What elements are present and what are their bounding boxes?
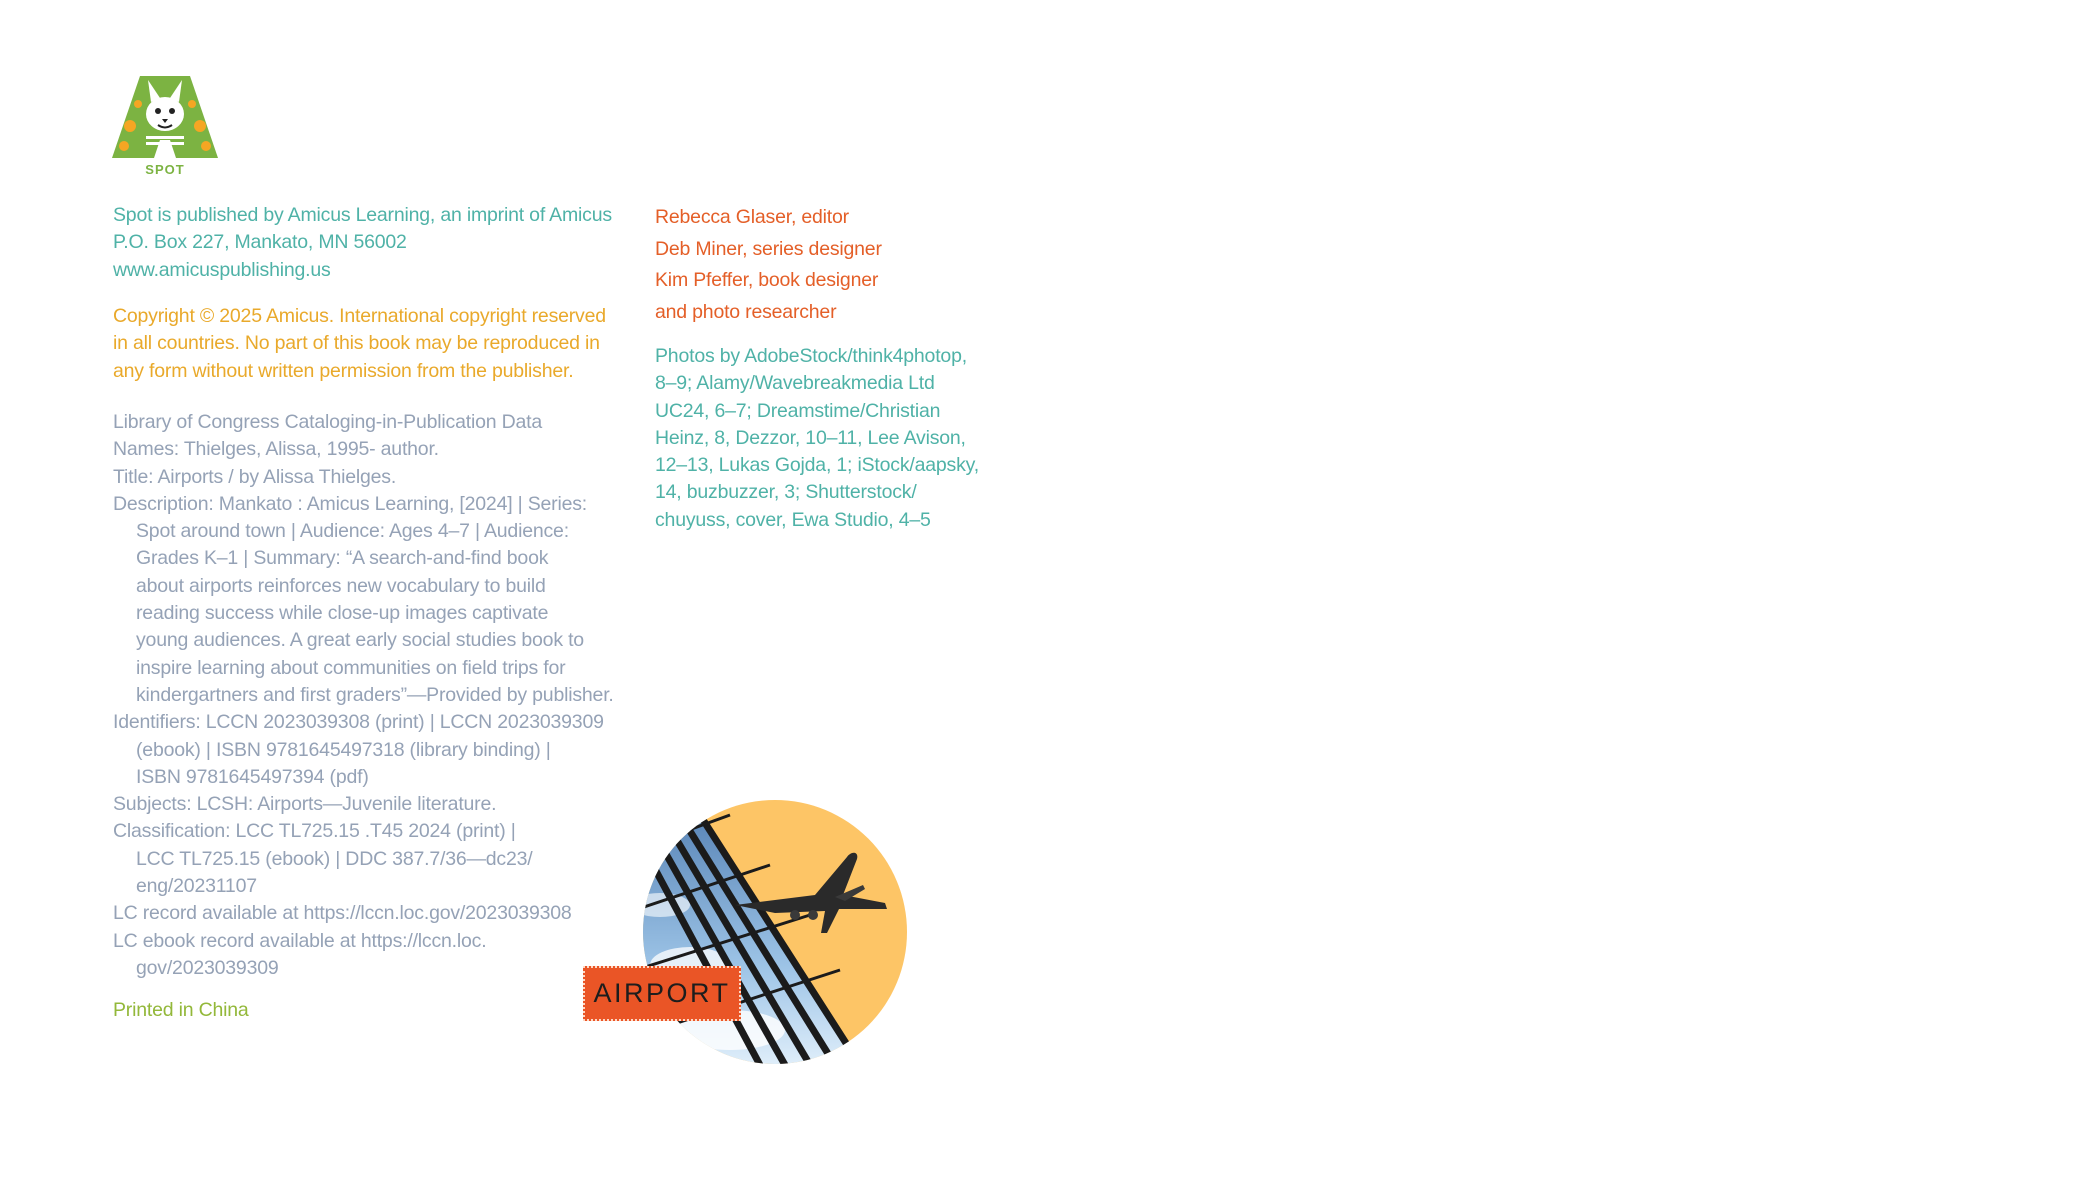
credit-series-designer: Deb Miner, series designer: [655, 237, 882, 260]
photo-credit-line: 14, buzbuzzer, 3; Shutterstock/: [655, 481, 917, 504]
cip-description: reading success while close-up images captivate: [136, 602, 549, 625]
photo-credit-line: Photos by AdobeStock/think4photop,: [655, 345, 967, 367]
photo-credit-line: 8–9; Alamy/Wavebreakmedia Ltd: [655, 372, 935, 395]
publisher-website[interactable]: www.amicuspublishing.us: [113, 258, 331, 281]
cip-classification: eng/20231107: [136, 875, 257, 898]
cip-heading: Library of Congress Cataloging-in-Publication Data: [113, 411, 542, 433]
cip-data: [113, 409, 614, 982]
credit-editor: Rebecca Glaser, editor: [655, 206, 849, 228]
photo-credit-line: chuyuss, cover, Ewa Studio, 4–5: [655, 508, 931, 531]
lc-record-link[interactable]: LC record available at https://lccn.loc.gov/2023039308: [113, 902, 572, 925]
lc-ebook-record-link[interactable]: gov/2023039309: [136, 956, 279, 979]
credit-book-designer: Kim Pfeffer, book designer: [655, 269, 879, 291]
photo-credits: [655, 343, 979, 534]
airport-badge: AIRPORT: [583, 966, 741, 1021]
cip-identifiers: ISBN 9781645497394 (pdf): [136, 765, 369, 788]
cip-description: young audiences. A great early social studies book to: [136, 629, 584, 652]
cip-identifiers: Identifiers: LCCN 2023039308 (print) | LCCN 2023039309: [113, 711, 604, 734]
cip-names: Names: Thielges, Alissa, 1995- author.: [113, 438, 439, 461]
cip-subjects: Subjects: LCSH: Airports—Juvenile literature.: [113, 793, 497, 816]
cip-description: inspire learning about communities on field trips for: [136, 656, 566, 679]
logo-wordmark: SPOT: [145, 162, 185, 177]
publisher-address: P.O. Box 227, Mankato, MN 56002: [113, 231, 407, 254]
cip-description: about airports reinforces new vocabulary to build: [136, 574, 546, 597]
cip-classification: Classification: LCC TL725.15 .T45 2024 (print) |: [113, 820, 516, 843]
cip-description: Description: Mankato : Amicus Learning, [2024] | Series:: [113, 492, 588, 515]
publisher-info: [113, 202, 612, 284]
cip-classification: LCC TL725.15 (ebook) | DDC 387.7/36—dc23/: [136, 847, 533, 870]
copyright-line: any form without written permission from the publisher.: [113, 359, 574, 382]
copyright-line: in all countries. No part of this book may be reproduced in: [113, 332, 600, 355]
cip-identifiers: (ebook) | ISBN 9781645497318 (library binding) |: [136, 738, 551, 761]
staff-credits: [655, 202, 882, 328]
copyright-notice: [113, 303, 606, 385]
lc-ebook-record-link[interactable]: LC ebook record available at https://lccn.loc.: [113, 929, 487, 952]
photo-credit-line: 12–13, Lukas Gojda, 1; iStock/aapsky,: [655, 454, 979, 477]
cip-title: Title: Airports / by Alissa Thielges.: [113, 465, 397, 488]
publisher-line: Spot is published by Amicus Learning, an imprint of Amicus: [113, 204, 612, 226]
copyright-line: Copyright © 2025 Amicus. International copyright reserved: [113, 305, 606, 327]
cip-description: kindergartners and first graders”—Provided by publisher.: [136, 683, 614, 706]
cip-description: Grades K–1 | Summary: “A search-and-find book: [136, 547, 549, 570]
photo-credit-line: UC24, 6–7; Dreamstime/Christian: [655, 399, 941, 422]
photo-credit-line: Heinz, 8, Dezzor, 10–11, Lee Avison,: [655, 426, 966, 449]
credit-photo-researcher: and photo researcher: [655, 300, 837, 323]
printed-in: Printed in China: [113, 999, 249, 1021]
airport-illustration: [580, 795, 910, 1065]
spot-logo: [110, 74, 220, 178]
cip-description: Spot around town | Audience: Ages 4–7 | Audience:: [136, 520, 569, 543]
